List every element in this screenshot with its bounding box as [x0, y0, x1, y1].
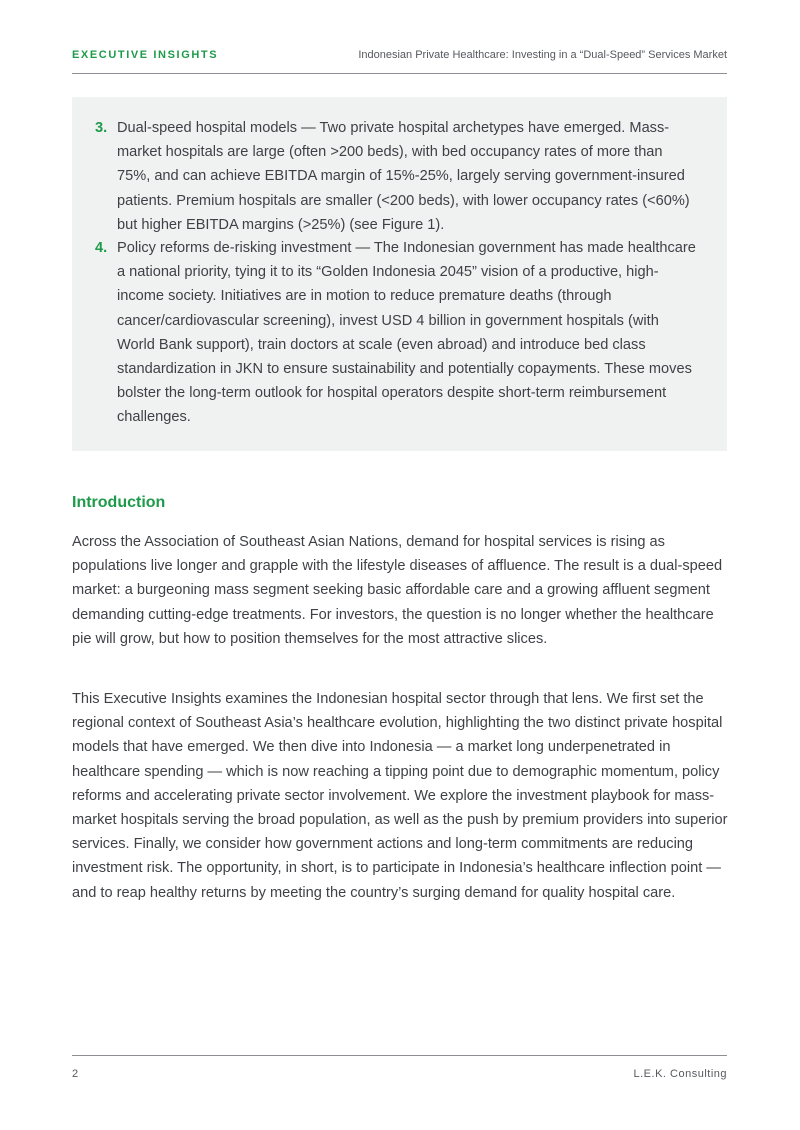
list-item: [95, 116, 697, 237]
body-paragraph: This Executive Insights examines the Indonesian hospital sector through that lens. We first set the regional context of Southeast Asia’s healthcare evolution, highlighting the two distinct private hospital models that have emerged. We then dive into Indonesia — a market long underpenetrated in healthcare spending — which is now reaching a tipping point due to demographic momentum, policy reforms and accelerating private sector involvement. We explore the investment playbook for mass-market hospitals serving the broad population, as well as the push by premium providers into superior services. Finally, we consider how government actions and long-term commitments are reducing investment risk. The opportunity, in short, is to participate in Indonesia’s healthcare inflection point — and to reap healthy returns by meeting the country’s surging demand for quality hospital care.: [72, 691, 728, 901]
publisher-name: L.E.K. Consulting: [633, 1068, 727, 1080]
page-number: 2: [72, 1068, 79, 1080]
body-paragraph: Across the Association of Southeast Asian Nations, demand for hospital services is rising as populations live longer and grapple with the lifestyle diseases of affluence. The result is a dual-speed market: a burgeoning mass segment seeking basic affordable care and a growing affluent segment demanding cutting-edge treatments. For investors, the question is no longer whether the healthcare pie will grow, but how to position themselves for the most attractive slices.: [72, 534, 723, 647]
page-footer: [72, 1055, 727, 1086]
section-label: EXECUTIVE INSIGHTS: [72, 49, 219, 61]
report-title: Indonesian Private Healthcare: Investing in a “Dual-Speed” Services Market: [358, 49, 727, 61]
list-item-number: 4.: [95, 240, 108, 256]
section-heading: Introduction: [72, 494, 166, 511]
list-item-number: 3.: [95, 120, 108, 136]
key-findings-callout: [72, 97, 727, 451]
list-item: [95, 236, 697, 430]
list-item-text: Policy reforms de-risking investment — The Indonesian government has made healthcare a national priority, tying it to its “Golden Indonesia 2045” vision of a productive, high-income society. Initiatives are in motion to reduce premature deaths (through cancer/cardiovascular screening), invest USD 4 billion in government hospitals (with World Bank support), train doctors at scale (even abroad) and introduce bed class standardization in JKN to ensure sustainability and potentially copayments. These moves bolster the long-term outlook for hospital operators despite short-term reimbursement challenges.: [117, 240, 696, 426]
list-item-text: Dual-speed hospital models — Two private hospital archetypes have emerged. Mass-market hospitals are large (often >200 beds), with bed occupancy rates of more than 75%, and can achieve EBITDA margin of 15%-25%, largely serving government-insured patients. Premium hospitals are smaller (<200 beds), with lower occupancy rates (<60%) but higher EBITDA margins (>25%) (see Figure 1).: [117, 120, 690, 233]
page-header: [72, 49, 727, 74]
